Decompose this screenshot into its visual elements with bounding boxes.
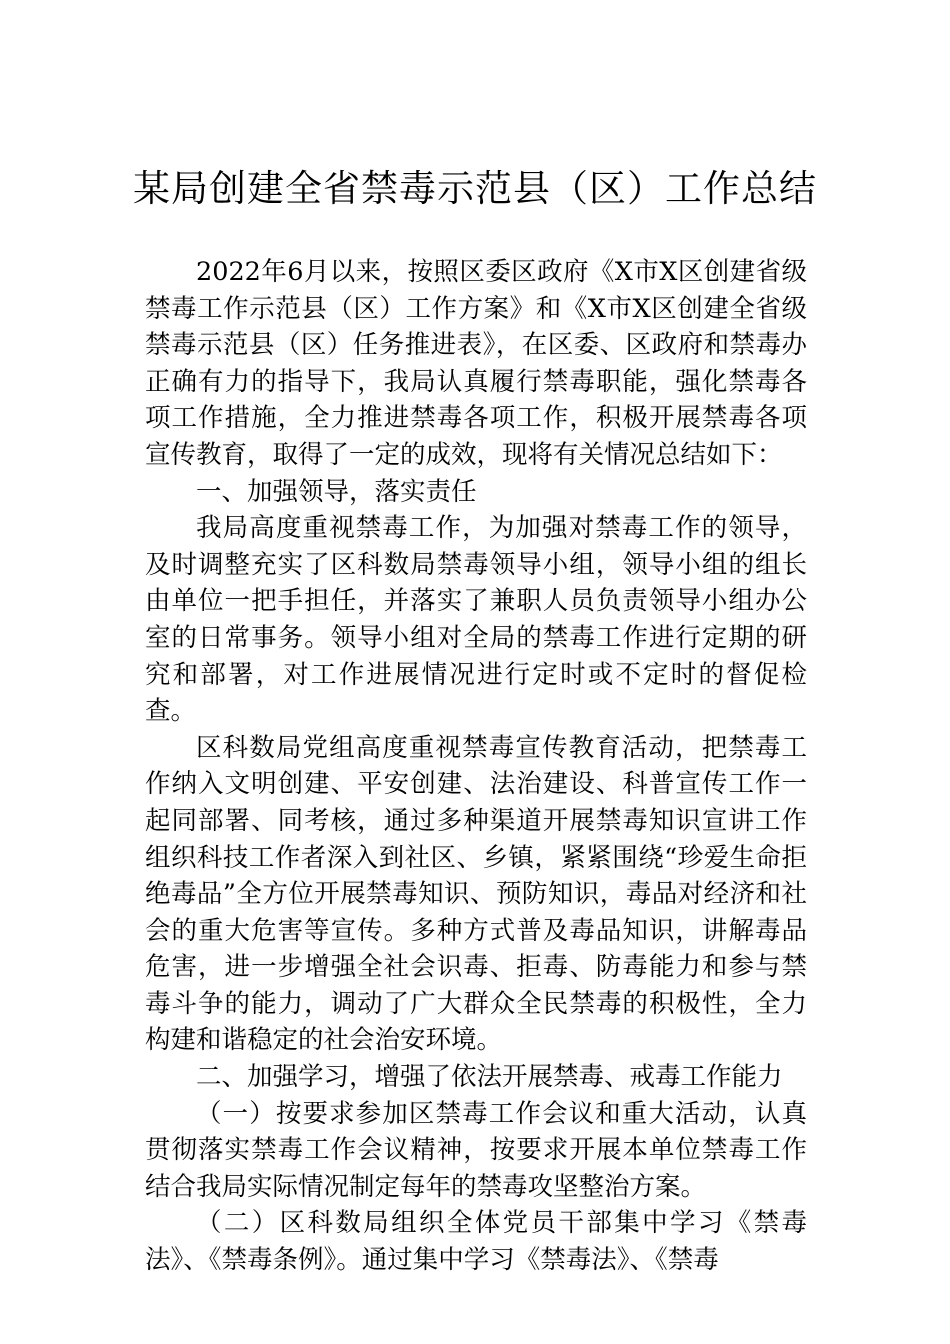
section-1-paragraph-2: 区科数局党组高度重视禁毒宣传教育活动，把禁毒工作纳入文明创建、平安创建、法治建设、科普宣传工作一起同部署、同考核，通过多种渠道开展禁毒知识宣讲工作组织科技工作者深入到社区、乡镇，紧紧围绕“珍爱生命拒绝毒品”全方位开展禁毒知识、预防知识，毒品对经济和社会的重大危害等宣传。多种方式普及毒品知识，讲解毒品危害，进一步增强全社会识毒、拒毒、防毒能力和参与禁毒斗争的能力，调动了广大群众全民禁毒的积极性，全力构建和谐稳定的社会治安环境。 xyxy=(145,732,807,1056)
section-heading-1: 一、加强领导，落实责任 xyxy=(196,476,477,507)
document-body xyxy=(145,254,807,1279)
section-2-item-2: （二）区科数局组织全体党员干部集中学习《禁毒法》、《禁毒条例》。通过集中学习《禁毒法》、《禁毒 xyxy=(145,1208,807,1276)
section-1-paragraph-1: 我局高度重视禁毒工作，为加强对禁毒工作的领导，及时调整充实了区科数局禁毒领导小组，领导小组的组长由单位一把手担任，并落实了兼职人员负责领导小组办公室的日常事务。领导小组对全局的禁毒工作进行定期的研究和部署，对工作进展情况进行定时或不定时的督促检查。 xyxy=(145,513,807,727)
section-heading-2: 二、加强学习，增强了依法开展禁毒、戒毒工作能力 xyxy=(196,1062,783,1093)
section-2-item-1: （一）按要求参加区禁毒工作会议和重大活动，认真贯彻落实禁毒工作会议精神，按要求开展本单位禁毒工作结合我局实际情况制定每年的禁毒攻坚整治方案。 xyxy=(145,1098,807,1202)
document-title: 某局创建全省禁毒示范县（区）工作总结 xyxy=(133,167,817,210)
intro-paragraph: 2022年6月以来，按照区委区政府《X市X区创建省级禁毒工作示范县（区）工作方案》和《X市X区创建全省级禁毒示范县（区）任务推进表》，在区委、区政府和禁毒办正确有力的指导下，我局认真履行禁毒职能，强化禁毒各项工作措施，全力推进禁毒各项工作，积极开展禁毒各项宣传教育，取得了一定的成效，现将有关情况总结如下： xyxy=(145,257,807,470)
